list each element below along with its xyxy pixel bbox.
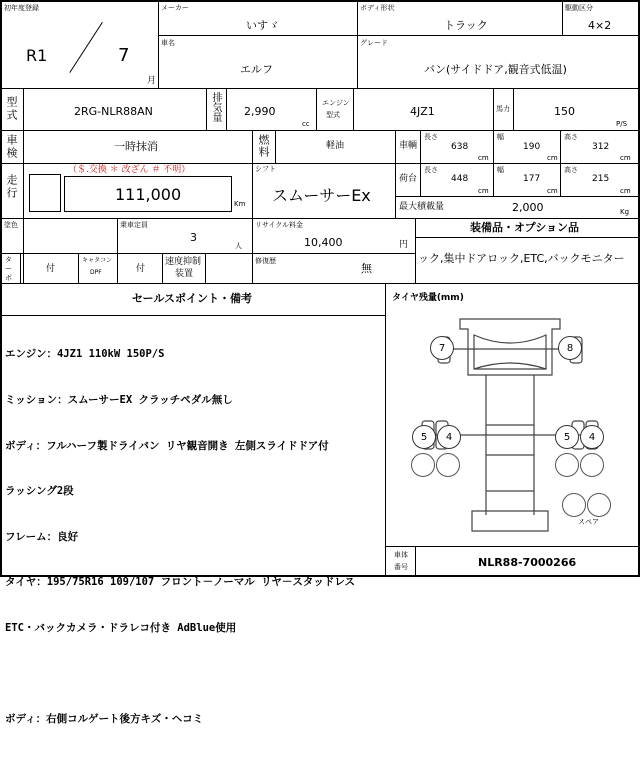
fuel-value: 軽油 (326, 141, 345, 151)
mileage-check-box (29, 174, 61, 212)
shift-value: スムーサーEx (272, 186, 371, 205)
grade-label: グレード (360, 39, 388, 47)
capacity-value: 3 (190, 231, 197, 244)
max-load-label: 最大積載量 (399, 202, 445, 212)
tire-front-right: 8 (558, 336, 582, 360)
first-reg-label: 初年度登録 (4, 4, 39, 12)
body-type-value: トラック (444, 19, 488, 32)
cargo-length-unit: cm (478, 187, 489, 195)
color-label: 塗色 (4, 221, 18, 229)
cargo-width-unit: cm (547, 187, 558, 195)
power-unit: P/S (616, 120, 628, 128)
vehicle-height-label: 高さ (564, 133, 578, 141)
capacity-label: 乗車定員 (120, 221, 148, 229)
recycle-value: 10,400 (304, 236, 343, 249)
drive-value: 4×2 (588, 19, 612, 32)
tire-spare-2 (587, 493, 611, 517)
catalyst-label-1: キャタコン (82, 257, 113, 264)
sales-line: ボディ：フルハーフ製ドライバン リヤ観音開き 左側スライドドア付 (5, 439, 329, 452)
drive-label: 駆動区分 (565, 4, 593, 12)
fuel-label: 燃料 (257, 134, 270, 158)
vehicle-length-label: 長さ (424, 133, 438, 141)
cargo-length-value: 448 (451, 174, 469, 184)
vehicle-length-unit: cm (478, 154, 489, 162)
sales-title: セールスポイント・備考 (132, 292, 253, 305)
first-reg-slash (69, 22, 103, 73)
sales-line (5, 667, 355, 682)
vehicle-width-label: 幅 (497, 133, 504, 141)
spare-label: スペア (578, 518, 599, 526)
grade-value: バン(サイドドア,観音式低温) (424, 63, 567, 76)
tire-title: タイヤ残量(mm) (392, 293, 464, 303)
mileage-warning: （＄.交換 ＊ 改ざん ＃ 不明） (68, 165, 191, 175)
cargo-width-value: 177 (523, 174, 541, 184)
vehicle-size-label: 車輌 (399, 141, 418, 151)
max-load-unit: Kg (620, 208, 630, 216)
tire-rear-left-inner: 4 (437, 425, 461, 449)
recycle-unit: 円 (399, 240, 409, 250)
tire-rear-right-inner: 5 (555, 425, 579, 449)
engine-label-1: エンジン (322, 99, 350, 107)
sales-line: ボディ：右側コルゲート後方キズ・ヘコミ (5, 713, 204, 726)
sales-points (5, 317, 355, 758)
tire-rear-left-outer-2 (411, 453, 435, 477)
catalyst-value: 付 (136, 264, 146, 274)
engine-label-2: 型式 (326, 111, 340, 119)
model-label: 型式 (5, 96, 18, 122)
catalyst-label-2: DPF (90, 269, 102, 276)
power-label: 馬力 (496, 105, 510, 113)
vehicle-length-value: 638 (451, 142, 469, 152)
sales-line: フレーム：良好 (5, 530, 79, 543)
mileage-label: 走行 (5, 174, 18, 200)
sales-line: ETC・バックカメラ・ドラレコ付き AdBlue使用 (5, 622, 237, 635)
turbo-label: ター ボ (5, 256, 12, 282)
vehicle-height-value: 312 (592, 142, 610, 152)
cargo-height-unit: cm (620, 187, 631, 195)
cargo-size-label: 荷台 (399, 174, 418, 184)
cargo-width-label: 幅 (497, 166, 504, 174)
sales-line: タイヤ：195/75R16 109/107 フロント－ノーマル リヤ－スタッドレス (5, 576, 356, 589)
inspection-label: 車検 (5, 134, 18, 160)
repair-label: 修復歴 (255, 257, 276, 265)
max-load-value: 2,000 (512, 201, 544, 214)
capacity-unit: 人 (235, 242, 242, 250)
sales-line: エンジン：4JZ1 110kW 150P/S (5, 348, 165, 361)
tire-spare-1 (562, 493, 586, 517)
equipment-value: ック,集中ドアロック,ETC,バックモニター (418, 252, 625, 265)
maker-value: いすゞ (246, 19, 279, 32)
body-type-label: ボディ形状 (360, 4, 395, 12)
power-value: 150 (554, 105, 575, 118)
tire-rear-right-outer-2 (580, 453, 604, 477)
maker-label: メーカー (161, 4, 189, 12)
cargo-height-label: 高さ (564, 166, 578, 174)
tire-rear-left-outer: 5 (412, 425, 436, 449)
first-reg-era: R1 (26, 46, 48, 65)
mileage-unit: Km (234, 200, 246, 208)
chassis-label-1: 車体 (394, 551, 408, 559)
speed-limiter-label-2: 装置 (175, 269, 194, 279)
tire-front-left: 7 (430, 336, 454, 360)
engine-value: 4JZ1 (410, 105, 435, 118)
chassis-label-2: 番号 (394, 563, 408, 571)
turbo-value: 付 (46, 264, 56, 274)
displacement-value: 2,990 (244, 105, 276, 118)
car-name-label: 車名 (161, 39, 175, 47)
tire-rear-left-inner-2 (436, 453, 460, 477)
vehicle-height-unit: cm (620, 154, 631, 162)
equipment-title: 装備品・オプション品 (470, 221, 580, 234)
cargo-length-label: 長さ (424, 166, 438, 174)
chassis-number: NLR88-7000266 (478, 556, 577, 569)
cargo-height-value: 215 (592, 174, 610, 184)
first-reg-month-unit: 月 (147, 76, 157, 86)
car-name-value: エルフ (240, 63, 273, 76)
recycle-label: リサイクル料金 (255, 221, 304, 229)
mileage-value: 111,000 (115, 185, 182, 204)
inspection-value: 一時抹消 (114, 140, 158, 153)
first-reg-month-value: 7 (118, 45, 130, 66)
tire-rear-right-outer: 4 (580, 425, 604, 449)
vehicle-width-unit: cm (547, 154, 558, 162)
repair-value: 無 (361, 262, 372, 275)
tire-rear-right-inner-2 (555, 453, 579, 477)
displacement-unit: cc (302, 120, 310, 128)
sales-line: ミッション：スムーサーEX クラッチペダル無し (5, 394, 233, 407)
sales-line: ラッシング2段 (5, 485, 74, 498)
shift-label: シフト (255, 165, 276, 173)
displacement-label: 排気量 (210, 92, 221, 122)
model-value: 2RG-NLR88AN (74, 105, 153, 118)
vehicle-width-value: 190 (523, 142, 541, 152)
speed-limiter-label-1: 速度抑制 (165, 257, 202, 267)
